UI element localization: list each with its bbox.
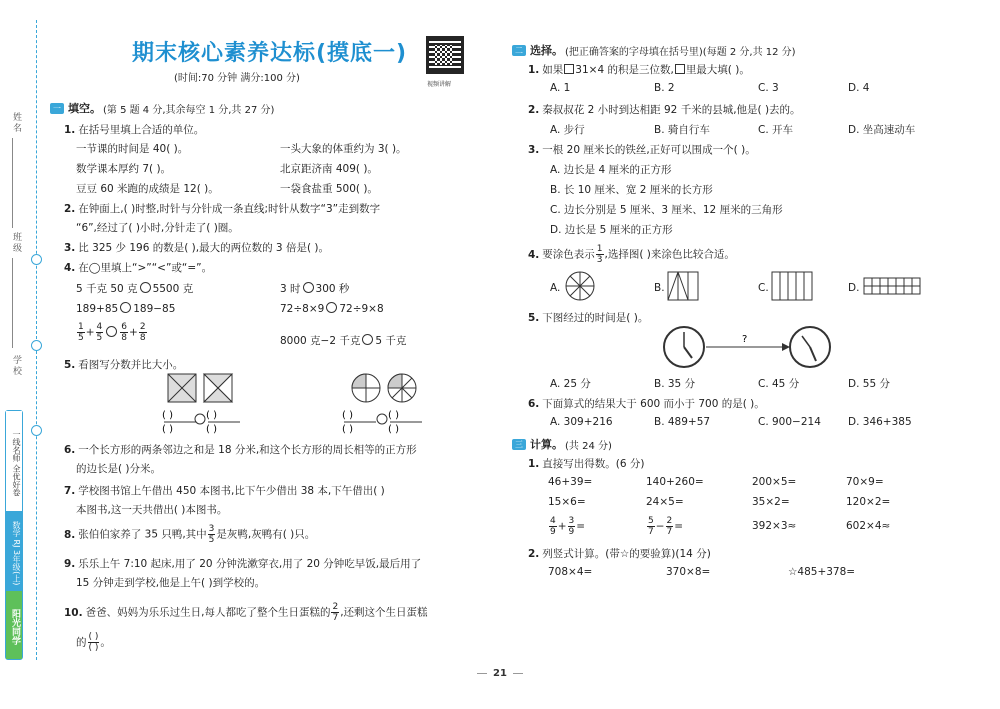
page-number: 21 — [0, 668, 1000, 679]
calc-item-fraction: $\frac{5}{7}$ − $\frac{2}{7}$ = — [648, 516, 684, 537]
option-b[interactable]: B. 长 10 厘米、宽 2 厘米的长方形 — [550, 184, 713, 196]
section-badge: 三 — [512, 439, 526, 450]
calc-item: 35×2= — [752, 496, 790, 508]
binding-hole — [31, 425, 42, 436]
calc-item: 120×2= — [846, 496, 891, 508]
choice-question-2: 2. 秦叔叔花 2 小时到达相距 92 千米的县城,他是( )去的。 — [528, 104, 801, 116]
option-b[interactable]: B. — [654, 282, 665, 294]
section-badge: 一 — [50, 103, 64, 114]
question-6-cont: 的边长是( )分米。 — [76, 463, 162, 475]
option-a[interactable]: A. 步行 — [550, 124, 585, 136]
question-9-cont: 15 分钟走到学校,他是上午( )到学校的。 — [76, 577, 266, 589]
option-d[interactable]: D. 边长是 5 厘米的正方形 — [550, 224, 673, 236]
svg-text:( ): ( ) — [162, 424, 173, 434]
q1-item: 一节课的时间是 40( )。 — [76, 143, 189, 155]
question-3: 3. 比 325 少 196 的数是( ),最大的两位数的 3 倍是( )。 — [64, 242, 329, 254]
choice-question-5: 5. 下图经过的时间是( )。 — [528, 312, 649, 324]
class-line — [12, 258, 13, 348]
section-fill-blank-header — [50, 100, 274, 116]
brand-slogan: 一线名师 全优好卷 — [6, 411, 22, 511]
clock-icon — [664, 327, 704, 367]
answer-circle[interactable] — [140, 282, 151, 293]
brand-grade: 数学 RJ 3年级(上) — [6, 511, 22, 591]
circle-figure-1 — [352, 374, 380, 402]
calc-item: 392×3≈ — [752, 520, 797, 532]
compare-item: 72÷8×9 72÷9×8 — [280, 303, 384, 315]
option-c[interactable]: C. 开车 — [758, 124, 794, 136]
answer-circle[interactable] — [326, 302, 337, 313]
option-a[interactable]: A. 25 分 — [550, 378, 591, 390]
answer-circle[interactable] — [303, 282, 314, 293]
question-8: 8. 张伯伯家养了 35 只鸭,其中 $\frac{3}{5}$ 是灰鸭,灰鸭有( )只。 — [64, 524, 316, 545]
option-b[interactable]: B. 35 分 — [654, 378, 696, 390]
option-c[interactable]: C. — [758, 282, 769, 294]
square-blank — [564, 64, 574, 74]
option-d[interactable]: D. — [848, 282, 860, 294]
question-7: 7. 学校图书馆上午借出 450 本图书,比下午少借出 38 本,下午借出( ) — [64, 485, 385, 497]
svg-text:( ): ( ) — [162, 410, 173, 421]
q1-item: 豆豆 60 米跑的成绩是 12( )。 — [76, 183, 219, 195]
compare-item: 189+85 189−85 — [76, 303, 176, 315]
name-label: 姓名 — [11, 112, 21, 134]
calc-question-2: 2. 列竖式计算。(带☆的要验算)(14 分) — [528, 548, 711, 560]
compare-item: 5 千克 50 克 5500 克 — [76, 283, 194, 295]
calc-item-fraction: $\frac{4}{9}$ + $\frac{3}{9}$ = — [550, 516, 586, 537]
arrow-label: ? — [742, 334, 748, 345]
question-10: 10. 爸爸、妈妈为乐乐过生日,每人都吃了整个生日蛋糕的 $\frac{2}{7}$ ,还剩这个生日蛋糕 — [64, 602, 428, 623]
clock-figures — [662, 324, 832, 370]
clock-icon — [790, 327, 830, 367]
option-b[interactable]: B. 骑自行车 — [654, 124, 710, 136]
calc-item: 140+260= — [646, 476, 704, 488]
q1-item: 一袋食盐重 500( )。 — [280, 183, 378, 195]
grid-rect-figure — [864, 278, 920, 294]
binding-hole — [31, 340, 42, 351]
calc-item: 46+39= — [548, 476, 593, 488]
calc-item: 70×9= — [846, 476, 884, 488]
square-blank — [675, 64, 685, 74]
section-note: (把正确答案的字母填在括号里)(每题 2 分,共 12 分) — [565, 46, 796, 58]
vertical-calc-item: 370×8= — [666, 566, 711, 578]
school-label: 学校 — [11, 355, 21, 377]
vertical-calc-item: ☆485+378= — [788, 566, 856, 578]
choice-question-1: 1. 如果 31×4 的积是三位数, 里最大填( )。 — [528, 64, 750, 76]
compare-item-fractions: $\frac{1}{5}$ + $\frac{4}{5}$ $\frac{6}{8}$ + $\frac{2}{8}$ — [78, 322, 146, 343]
fraction-answer-blank[interactable]: $\frac{( )}{( )}$ — [88, 632, 99, 653]
compare-item: 3 时 300 秒 — [280, 283, 350, 295]
option-b[interactable]: B. 2 — [654, 82, 675, 94]
svg-text:( ): ( ) — [206, 424, 217, 434]
square-figure-2 — [204, 374, 232, 402]
question-10-cont: 的 $\frac{( )}{( )}$ 。 — [76, 632, 111, 653]
qr-caption: 视频讲解 — [427, 81, 452, 88]
option-c[interactable]: C. 边长分别是 5 厘米、3 厘米、12 厘米的三角形 — [550, 204, 783, 216]
question-1: 1. 在括号里填上合适的单位。 — [64, 124, 205, 136]
svg-text:( ): ( ) — [388, 410, 399, 421]
svg-text:( ): ( ) — [388, 424, 399, 434]
section-badge: 二 — [512, 45, 526, 56]
section-choice-header — [512, 42, 796, 58]
svg-text:( ): ( ) — [342, 410, 353, 421]
q1-item: 一头大象的体重约为 3( )。 — [280, 143, 407, 155]
five-strip-rect-figure — [772, 272, 812, 300]
section-title: 选择。 — [530, 44, 563, 57]
answer-circle[interactable] — [362, 334, 373, 345]
option-a[interactable]: A. — [550, 282, 561, 294]
option-d[interactable]: D. 4 — [848, 82, 870, 94]
option-c[interactable]: C. 3 — [758, 82, 779, 94]
answer-circle[interactable] — [120, 302, 131, 313]
series-brand — [5, 410, 23, 660]
question-2-cont: “6”,经过了( )小时,分针走了( )圈。 — [76, 222, 239, 234]
option-a[interactable]: A. 边长是 4 厘米的正方形 — [550, 164, 672, 176]
calc-question-1: 1. 直接写出得数。(6 分) — [528, 458, 645, 470]
question-4: 4. 在◯里填上“>”“<”或“=”。 — [64, 262, 213, 274]
shape-options — [564, 270, 984, 306]
circle-figure-2 — [388, 374, 416, 402]
section-title: 填空。 — [68, 102, 101, 115]
q1-item: 北京距济南 409( )。 — [280, 163, 378, 175]
binding-strip — [0, 0, 50, 709]
option-c[interactable]: C. 900−214 — [758, 416, 821, 428]
option-d[interactable]: D. 55 分 — [848, 378, 890, 390]
section-title: 计算。 — [530, 438, 563, 451]
qr-code-icon[interactable] — [426, 36, 464, 74]
page-title: 期末核心素养达标(摸底一) — [132, 41, 408, 66]
svg-text:( ): ( ) — [206, 410, 217, 421]
octant-circle-figure — [566, 272, 594, 300]
section-note: (第 5 题 4 分,其余每空 1 分,共 27 分) — [103, 104, 275, 116]
option-a[interactable]: A. 1 — [550, 82, 571, 94]
choice-question-6: 6. 下面算式的结果大于 600 而小于 700 的是( )。 — [528, 398, 765, 410]
calc-item: 15×6= — [548, 496, 586, 508]
triangle-square-figure — [668, 272, 698, 300]
question-9: 9. 乐乐上午 7:10 起床,用了 20 分钟洗漱穿衣,用了 20 分钟吃早饭,最后用了 — [64, 558, 422, 570]
calc-item: 602×4≈ — [846, 520, 891, 532]
question-7-cont: 本图书,这一天共借出( )本图书。 — [76, 504, 228, 516]
section-note: (共 24 分) — [565, 440, 612, 452]
binding-hole — [31, 254, 42, 265]
question-2: 2. 在钟面上,( )时整,时针与分针成一条直线;时针从数字“3”走到数字 — [64, 203, 381, 215]
calc-item: 24×5= — [646, 496, 684, 508]
section-calc-header — [512, 436, 612, 452]
option-b[interactable]: B. 489+57 — [654, 416, 711, 428]
name-line — [12, 138, 13, 228]
vertical-calc-item: 708×4= — [548, 566, 593, 578]
q1-item: 数学课本厚约 7( )。 — [76, 163, 172, 175]
choice-question-4: 4. 要涂色表示 $\frac{1}{3}$ ,选择图( )来涂色比较合适。 — [528, 244, 735, 265]
question-5: 5. 看图写分数并比大小。 — [64, 359, 184, 371]
class-label: 班级 — [11, 232, 21, 254]
brand-logo: 阳光同学 — [6, 591, 22, 659]
compare-item: 8000 克−2 千克 5 千克 — [280, 335, 407, 347]
option-c[interactable]: C. 45 分 — [758, 378, 800, 390]
option-d[interactable]: D. 346+385 — [848, 416, 912, 428]
svg-text:( ): ( ) — [342, 424, 353, 434]
fraction-figures — [156, 372, 476, 434]
option-d[interactable]: D. 坐高速动车 — [848, 124, 916, 136]
square-figure-1 — [168, 374, 196, 402]
question-6: 6. 一个长方形的两条邻边之和是 18 分米,和这个长方形的周长相等的正方形 — [64, 444, 417, 456]
option-a[interactable]: A. 309+216 — [550, 416, 613, 428]
calc-item: 200×5= — [752, 476, 797, 488]
choice-question-3: 3. 一根 20 厘米长的铁丝,正好可以围成一个( )。 — [528, 144, 756, 156]
exam-info: (时间:70 分钟 满分:100 分) — [174, 73, 300, 84]
answer-circle[interactable] — [106, 326, 117, 337]
